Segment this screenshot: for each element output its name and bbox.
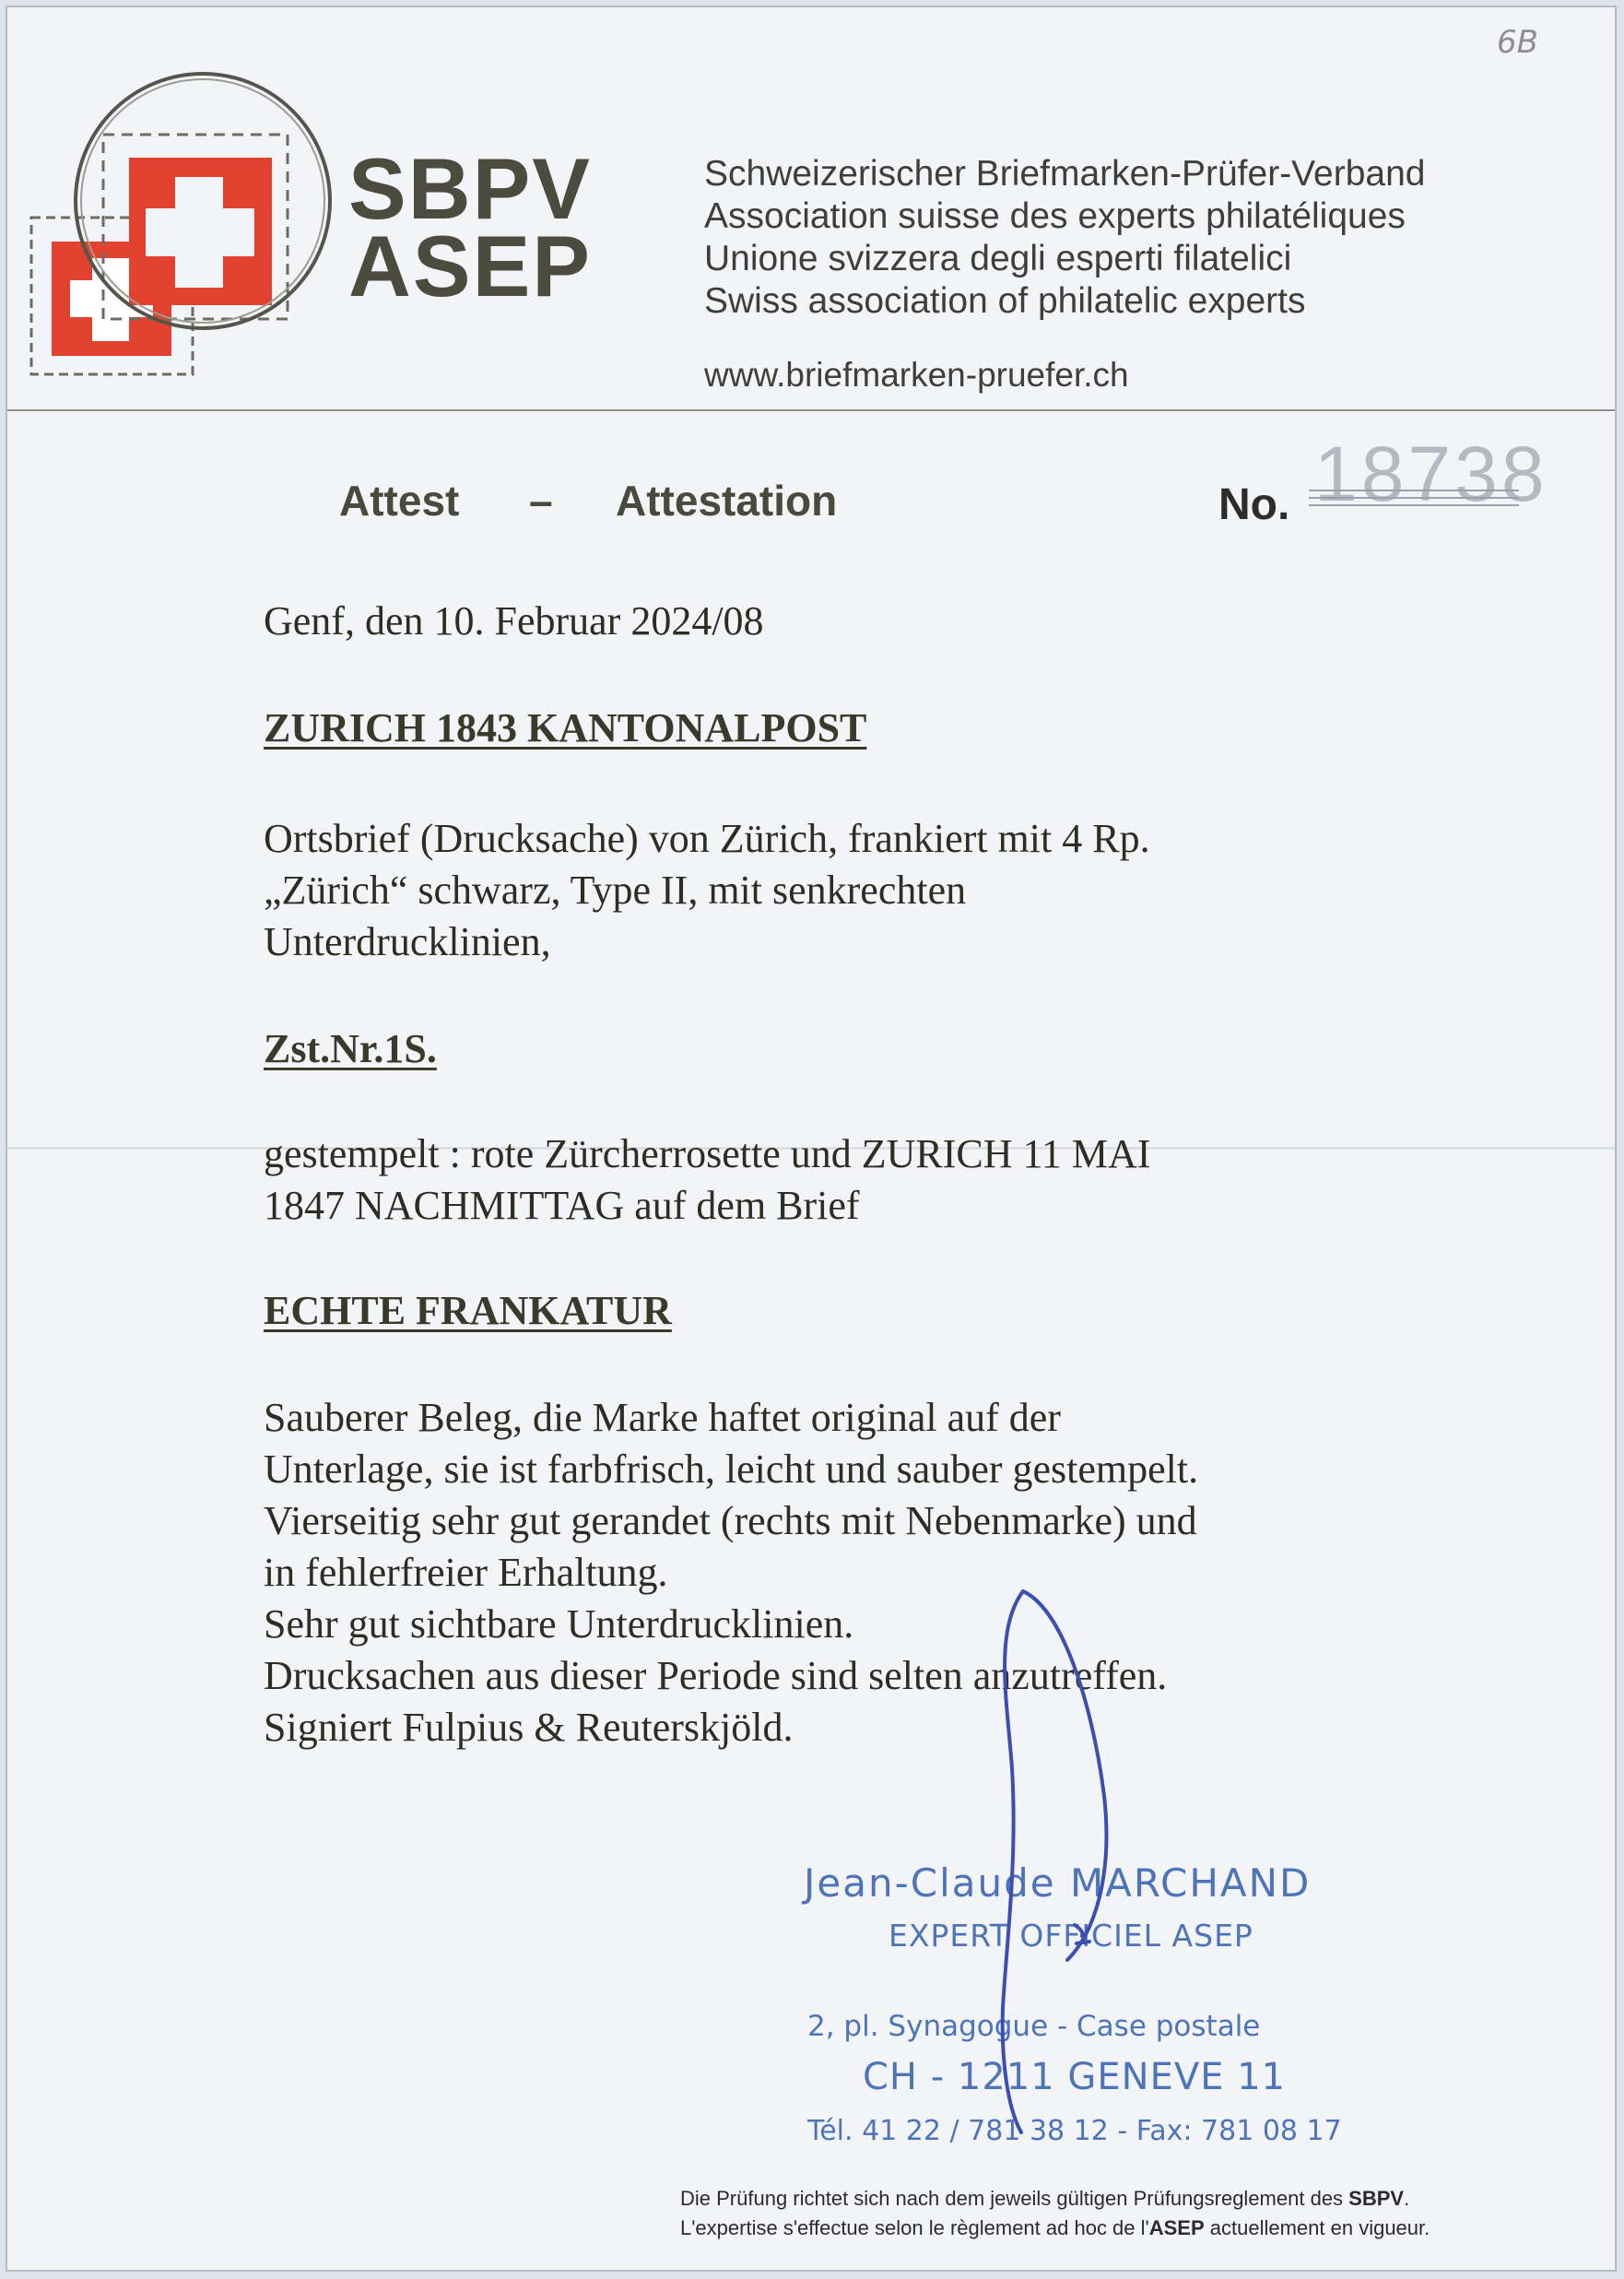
stamp-address-line: 2, pl. Synagogue - Case postale bbox=[807, 2010, 1261, 2043]
issue-heading: ZURICH 1843 KANTONALPOST bbox=[264, 705, 867, 750]
condition-line: Vierseitig sehr gut gerandet (rechts mit Nebenmarke) und bbox=[264, 1498, 1197, 1543]
association-name-fr: Association suisse des experts philatéliques bbox=[704, 196, 1406, 236]
certificate-number-label: No. bbox=[1218, 480, 1290, 529]
verdict-heading: ECHTE FRANKATUR bbox=[264, 1288, 672, 1333]
condition-line: Signiert Fulpius & Reuterskjöld. bbox=[264, 1705, 794, 1750]
footer-text: actuellement en vigueur. bbox=[1204, 2216, 1430, 2239]
footer-line-fr bbox=[680, 2216, 1430, 2240]
description-line: „Zürich“ schwarz, Type II, mit senkrechten bbox=[264, 868, 967, 913]
footer-text: . bbox=[1404, 2187, 1410, 2210]
pencil-note: 6B bbox=[1497, 24, 1538, 61]
stamp-expert-title: EXPERT OFFICIEL ASEP bbox=[888, 1918, 1253, 1954]
catalogue-number: Zst.Nr.1S. bbox=[264, 1026, 437, 1071]
website-link[interactable]: www.briefmarken-pruefer.ch bbox=[704, 356, 1129, 394]
brand-asep: ASEP bbox=[348, 218, 592, 314]
condition-line: Unterlage, sie ist farbfrisch, leicht und sauber gestempelt. bbox=[264, 1447, 1199, 1492]
footer-bold-sbpv: SBPV bbox=[1348, 2187, 1405, 2210]
description-line: Unterdrucklinien, bbox=[264, 919, 551, 964]
footer-bold-asep: ASEP bbox=[1148, 2216, 1205, 2239]
stamp-expert-name: Jean-Claude MARCHAND bbox=[804, 1860, 1312, 1906]
association-name-it: Unione svizzera degli esperti filatelici bbox=[704, 239, 1292, 278]
handwritten-signature bbox=[966, 1575, 1150, 2146]
swiss-cross-stamp-logo-icon bbox=[28, 61, 341, 393]
association-name-de: Schweizerischer Briefmarken-Prüfer-Verband bbox=[704, 154, 1426, 194]
attest-label: Attest bbox=[339, 477, 460, 525]
association-name-en: Swiss association of philatelic experts bbox=[704, 281, 1306, 321]
stamp-phone-line: Tél. 41 22 / 781 38 12 - Fax: 781 08 17 bbox=[807, 2115, 1342, 2147]
condition-line: Drucksachen aus dieser Periode sind selten anzutreffen. bbox=[264, 1653, 1168, 1698]
brand-logotype bbox=[348, 140, 592, 314]
stamp-city-line: CH - 1211 GENEVE 11 bbox=[863, 2056, 1287, 2098]
attestation-label: Attestation bbox=[616, 477, 838, 525]
footer-line-de bbox=[680, 2187, 1409, 2211]
footer-text: Die Prüfung richtet sich nach dem jeweils gültigen Prüfungsreglement des bbox=[680, 2187, 1349, 2210]
condition-line: Sauberer Beleg, die Marke haftet original auf der bbox=[264, 1395, 1061, 1440]
number-underline-lines bbox=[1309, 487, 1521, 514]
cancellation-line: 1847 NACHMITTAG auf dem Brief bbox=[264, 1183, 860, 1228]
condition-line: Sehr gut sichtbare Unterdrucklinien. bbox=[264, 1601, 854, 1647]
condition-line: in fehlerfreier Erhaltung. bbox=[264, 1550, 668, 1595]
association-names bbox=[704, 153, 1425, 323]
attest-dash: – bbox=[529, 477, 553, 525]
footer-text: L'expertise s'effectue selon le règlement ad hoc de l' bbox=[680, 2216, 1149, 2239]
cancellation-line: gestempelt : rote Zürcherrosette und ZURICH 11 MAI bbox=[264, 1131, 1151, 1176]
description-line: Ortsbrief (Drucksache) von Zürich, frankiert mit 4 Rp. bbox=[264, 816, 1150, 861]
date-line: Genf, den 10. Februar 2024/08 bbox=[264, 598, 764, 644]
brand-sbpv: SBPV bbox=[348, 140, 592, 237]
certificate-page bbox=[6, 6, 1617, 2272]
certificate-number: 18738 bbox=[1314, 431, 1548, 517]
header-divider bbox=[7, 409, 1615, 411]
